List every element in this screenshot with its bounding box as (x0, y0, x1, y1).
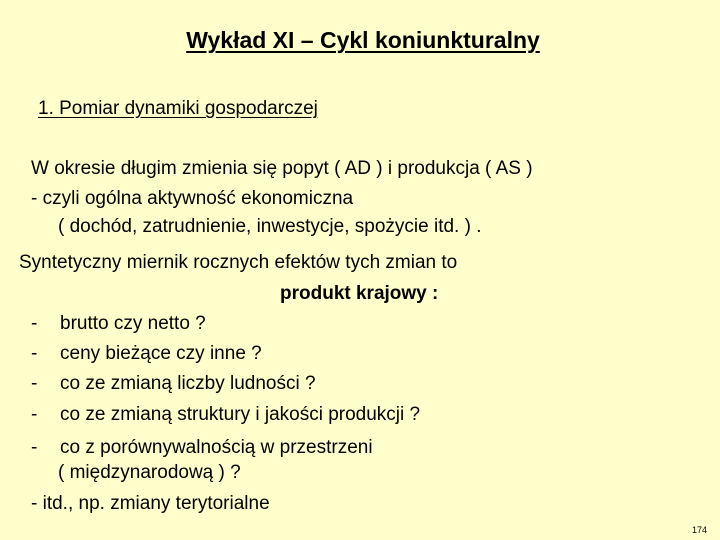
bullet-dash: - (31, 373, 38, 394)
text-line: - itd., np. zmiany terytorialne (31, 493, 270, 514)
bullet-dash: - (31, 437, 38, 458)
bullet-text: brutto czy netto ? (60, 313, 206, 334)
text-line: W okresie długim zmienia się popyt ( AD ) i produkcja ( AS ) (31, 158, 533, 179)
bullet-dash: - (31, 404, 38, 425)
bullet-text: ceny bieżące czy inne ? (60, 343, 262, 364)
bullet-text: co z porównywalnością w przestrzeni (60, 437, 373, 458)
section-heading: 1. Pomiar dynamiki gospodarczej (38, 98, 318, 119)
text-line-emphasis: produkt krajowy : (280, 283, 439, 304)
bullet-text: co ze zmianą liczby ludności ? (60, 373, 316, 394)
text-line: ( międzynarodową ) ? (58, 462, 241, 483)
text-line: - czyli ogólna aktywność ekonomiczna (31, 188, 354, 209)
page-number: 174 (691, 525, 707, 535)
bullet-dash: - (31, 343, 38, 364)
slide-title: Wykład XI – Cykl koniunkturalny (186, 27, 540, 53)
bullet-dash: - (31, 313, 38, 334)
bullet-text: co ze zmianą struktury i jakości produkcji ? (60, 404, 421, 425)
text-line: ( dochód, zatrudnienie, inwestycje, spożycie itd. ) . (58, 216, 482, 237)
text-line: Syntetyczny miernik rocznych efektów tych zmian to (19, 252, 458, 273)
